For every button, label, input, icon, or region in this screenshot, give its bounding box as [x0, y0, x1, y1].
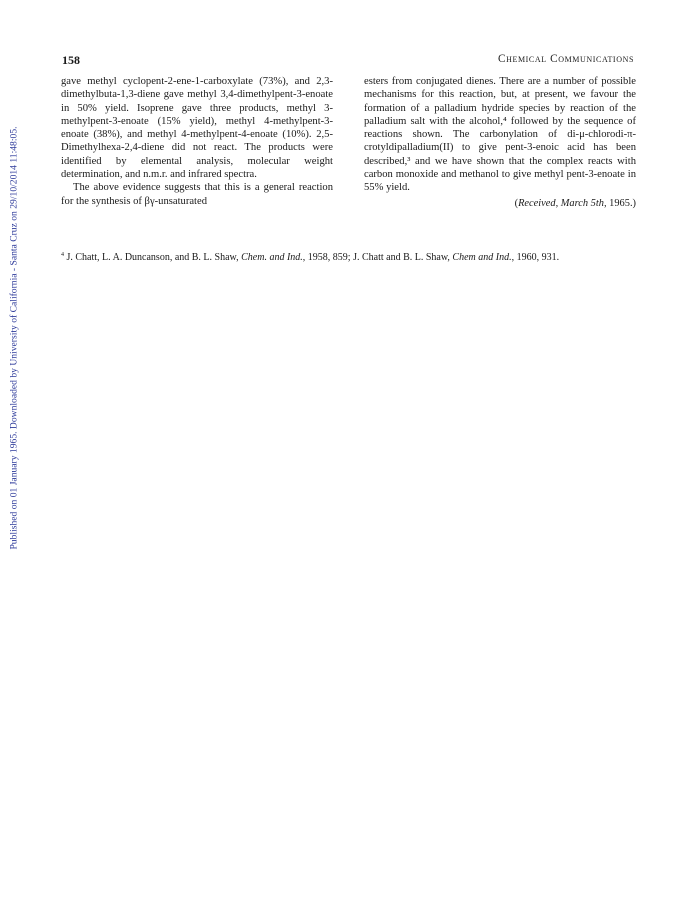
footnote-marker: 4 [61, 252, 64, 258]
footnote [61, 249, 636, 265]
footnote-journal-1: Chem. and Ind. [241, 252, 303, 263]
footnote-citation-1: , 1958, 859; J. Chatt and B. L. Shaw, [302, 252, 453, 263]
received-text: Received, March 5th, [518, 197, 607, 209]
page-number: 158 [62, 53, 80, 67]
right-column [364, 75, 636, 210]
left-paragraph-1: gave methyl cyclopent-2-ene-1-carboxylate (73%), and 2,3-dimethylbuta-1,3-diene gave methyl 3,4-dimethylpent-3-enoate in 50% yield. Isoprene gave three products, methyl 3-methylpent-3-enoate (15% yield), methyl 4-methylpent-3-enoate (38%), and methyl 4-methylpent-4-enoate (10%). 2,5-Dimethylhexa-2,4-diene did not react. The products were identified by elemental analysis, molecular weight determination, and n.m.r. and infrared spectra. [61, 76, 333, 181]
footnote-journal-2: Chem and Ind. [452, 252, 512, 263]
footnote-citation-2: , 1960, 931. [511, 252, 560, 263]
left-paragraph-2: The above evidence suggests that this is a general reaction for the synthesis of βγ-unsaturated [61, 182, 333, 207]
published-notice: Published on 01 January 1965. Downloaded by University of California - Santa Cruz on 29/10/2014 11:48:05. [8, 126, 20, 550]
received-year: 1965.) [606, 197, 636, 209]
left-column [61, 75, 333, 208]
received-open: ( [514, 197, 519, 209]
footnote-authors-1: J. Chatt, L. A. Duncanson, and B. L. Shaw, [64, 252, 242, 263]
right-paragraph-1: esters from conjugated dienes. There are a number of possible mechanisms for this reaction, but, at present, we favour the formation of a palladium hydride species by reaction of the palladium salt with the alcohol,⁴ followed by the sequence of reactions shown. The carbonylation of di-μ-chlorodi-π-crotyldipalladium(II) to give pent-3-enoic acid has been described,³ and we have shown that the complex reacts with carbon monoxide and methanol to give methyl pent-3-enoate in 55% yield. [364, 76, 636, 194]
received-date [364, 197, 636, 210]
journal-title: Chemical Communications [498, 53, 634, 65]
download-watermark [2, 93, 26, 583]
